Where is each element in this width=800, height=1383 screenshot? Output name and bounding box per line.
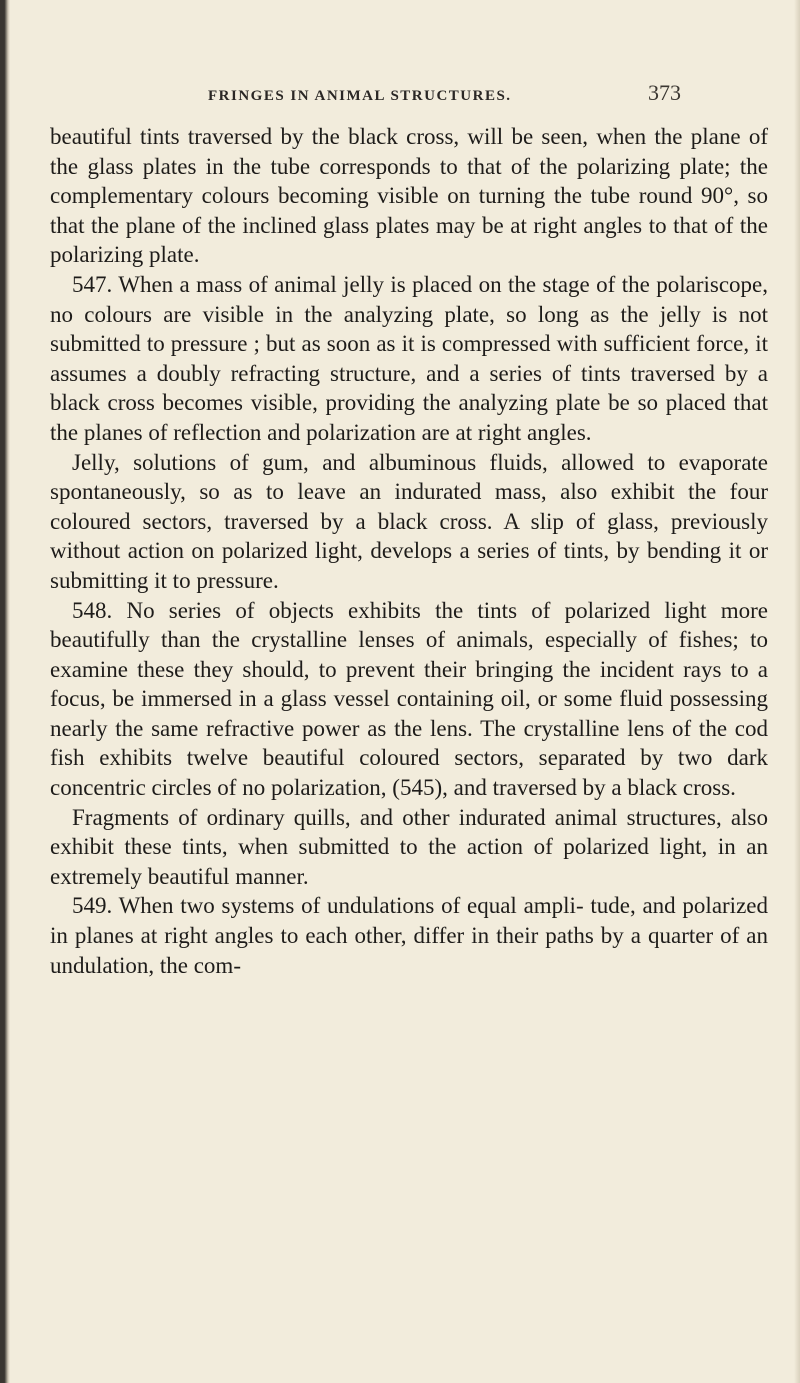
body-text [50,122,768,980]
paragraph-continuation: beautiful tints traversed by the black cross, will be seen, when the plane of the glass plates in the tube corresponds to that of the polarizing plate; the complementary colours becoming visible on turning the tube round 90°, so that the plane of the inclined glass plates may be at right angles to that of the polarizing plate. [50,124,768,268]
binding-gutter-shadow [0,0,10,1383]
paragraph-547: 547. When a mass of animal jelly is placed on the stage of the polariscope, no colours are visible in the analyzing plate, so long as the jelly is not submitted to pressure ; but as soon as it is compressed with sufficient force, it assumes a doubly refracting structure, and a series of tints traversed by a black cross becomes visible, providing the analyzing plate be so placed that the planes of reflection and polarization are at right angles. [50,271,768,445]
paragraph-548: 548. No series of objects exhibits the tints of polarized light more beautifully than the crystalline lenses of animals, especially of fishes; to examine these they should, to prevent their bringing the incident rays to a focus, be immersed in a glass vessel containing oil, or some fluid possessing nearly the same refractive power as the lens. The crystalline lens of the cod fish exhibits twelve beautiful coloured sectors, separated by two dark concentric circles of no polarization, (545), and traversed by a black cross. [50,597,768,801]
paragraph-548-quills: Fragments of ordinary quills, and other indurated animal structures, also exhibit these tints, when submitted to the action of polarized light, in an extremely beautiful manner. [50,804,768,889]
paragraph-549: 549. When two systems of undulations of equal ampli- tude, and polarized in planes at right angles to each other, differ in their paths by a quarter of an undulation, the com- [50,893,768,978]
page-edge [794,0,800,1383]
paragraph-547-jelly: Jelly, solutions of gum, and albuminous fluids, allowed to evaporate spontaneously, so as to leave an indurated mass, also exhibit the four coloured sectors, traversed by a black cross. A slip of glass, previously without action on polarized light, develops a series of tints, by bending it or submitting it to pressure. [50,449,768,593]
page-number: 373 [648,80,681,105]
running-title: FRINGES IN ANIMAL STRUCTURES. [208,88,512,104]
